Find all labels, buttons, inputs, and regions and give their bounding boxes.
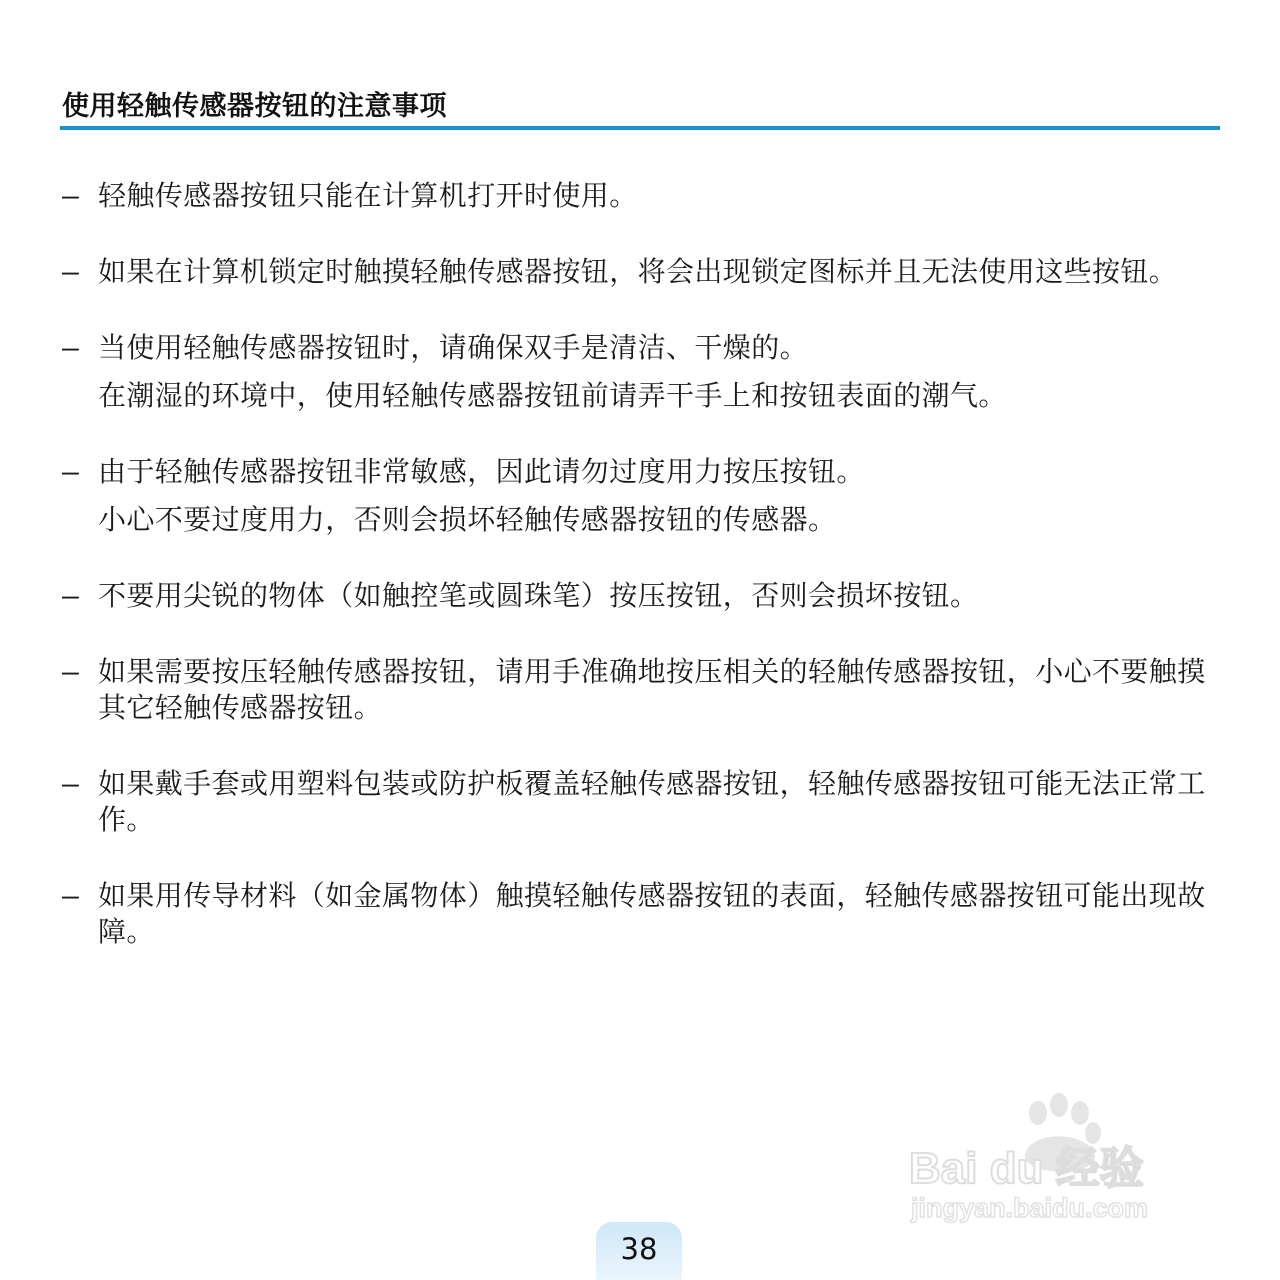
note-text: 如果用传导材料（如金属物体）触摸轻触传感器按钮的表面，轻触传感器按钮可能出现故障。 [98,879,1206,948]
section-title: 使用轻触传感器按钮的注意事项 [62,91,447,122]
dash-bullet: – [62,767,80,800]
list-item [60,766,1220,838]
dash-bullet: – [62,455,80,488]
note-text: 当使用轻触传感器按钮时，请确保双手是清洁、干燥的。 [98,331,809,364]
note-text: 如果需要按压轻触传感器按钮，请用手准确地按压相关的轻触传感器按钮，小心不要触摸其它轻触传感器按钮。 [98,655,1206,724]
dash-bullet: – [62,179,80,212]
title-divider [60,126,1220,130]
note-text: 如果戴手套或用塑料包装或防护板覆盖轻触传感器按钮，轻触传感器按钮可能无法正常工作。 [98,767,1206,836]
dash-bullet: – [62,655,80,688]
watermark-url-text: jingyan.baidu.com [911,1193,1149,1223]
note-extra-text: 在潮湿的环境中，使用轻触传感器按钮前请弄干手上和按钮表面的潮气。 [98,379,1007,412]
dash-bullet: – [62,255,80,288]
list-item [60,578,1220,614]
note-text: 如果在计算机锁定时触摸轻触传感器按钮，将会出现锁定图标并且无法使用这些按钮。 [98,255,1178,288]
page-number: 38 [620,1232,658,1266]
dash-bullet: – [62,879,80,912]
list-item [60,178,1220,214]
list-item [60,330,1220,414]
list-item [60,254,1220,290]
dash-bullet: – [62,331,80,364]
watermark-logo-text: Bai du 经验 [909,1144,1144,1193]
list-item [60,454,1220,538]
note-text: 不要用尖锐的物体（如触控笔或圆珠笔）按压按钮，否则会损坏按钮。 [98,579,979,612]
note-text: 由于轻触传感器按钮非常敏感，因此请勿过度用力按压按钮。 [98,455,865,488]
note-extra-text: 小心不要过度用力，否则会损坏轻触传感器按钮的传感器。 [98,503,837,536]
notes-list [60,178,1220,950]
list-item [60,654,1220,726]
list-item [60,878,1220,950]
note-text: 轻触传感器按钮只能在计算机打开时使用。 [98,179,638,212]
baidu-jingyan-watermark [905,1085,1205,1235]
dash-bullet: – [62,579,80,612]
